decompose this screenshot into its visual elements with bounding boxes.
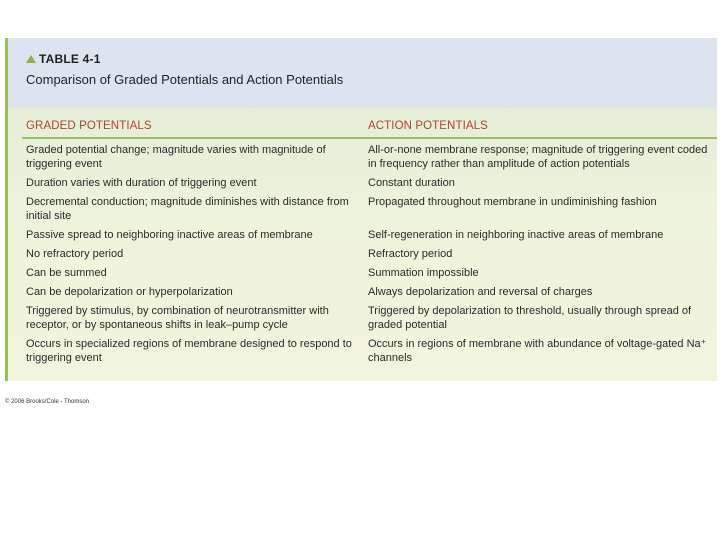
table-row [26, 247, 716, 266]
column-header-graded: GRADED POTENTIALS [26, 120, 152, 132]
table-row [26, 143, 716, 176]
table-label [26, 52, 101, 66]
graded-cell: Occurs in specialized regions of membrane designed to respond to triggering event [26, 338, 352, 364]
action-cell: Occurs in regions of membrane with abundance of voltage-gated Na⁺ channels [368, 338, 707, 364]
graded-cell: Duration varies with duration of triggering event [26, 177, 257, 189]
action-cell: Refractory period [368, 248, 453, 260]
graded-cell: Triggered by stimulus, by combination of neurotransmitter with receptor, or by spontaneous shifts in leak–pump cycle [26, 305, 329, 331]
graded-cell: Passive spread to neighboring inactive areas of membrane [26, 229, 313, 241]
copyright-notice: © 2006 Brooks/Cole - Thomson [5, 399, 90, 405]
action-cell: All-or-none membrane response; magnitude of triggering event coded in frequency rather than amplitude of action potentials [368, 144, 708, 170]
graded-cell: Can be depolarization or hyperpolarization [26, 286, 233, 298]
table-card [5, 38, 717, 381]
graded-cell: Graded potential change; magnitude varies with magnitude of triggering event [26, 144, 326, 170]
graded-cell: Decremental conduction; magnitude diminishes with distance from initial site [26, 196, 349, 222]
action-cell: Constant duration [368, 177, 455, 189]
triangle-up-icon [26, 55, 36, 63]
table-row [26, 195, 716, 228]
action-cell: Self-regeneration in neighboring inactive areas of membrane [368, 229, 664, 241]
table-row [26, 304, 716, 337]
table-title: Comparison of Graded Potentials and Action Potentials [26, 72, 344, 87]
table-label-text: TABLE 4-1 [39, 52, 101, 66]
action-cell: Triggered by depolarization to threshold, usually through spread of graded potential [368, 305, 692, 331]
table-row [26, 337, 716, 370]
header-rule [22, 137, 717, 139]
action-cell: Propagated throughout membrane in undiminishing fashion [368, 196, 657, 208]
column-header-action: ACTION POTENTIALS [368, 120, 488, 132]
table-row [26, 176, 716, 195]
table-body [26, 143, 716, 370]
graded-cell: Can be summed [26, 267, 107, 279]
table-row [26, 266, 716, 285]
table-row [26, 285, 716, 304]
graded-cell: No refractory period [26, 248, 124, 260]
table-header-band [8, 38, 717, 108]
action-cell: Always depolarization and reversal of charges [368, 286, 593, 298]
table-row [26, 228, 716, 247]
action-cell: Summation impossible [368, 267, 479, 279]
